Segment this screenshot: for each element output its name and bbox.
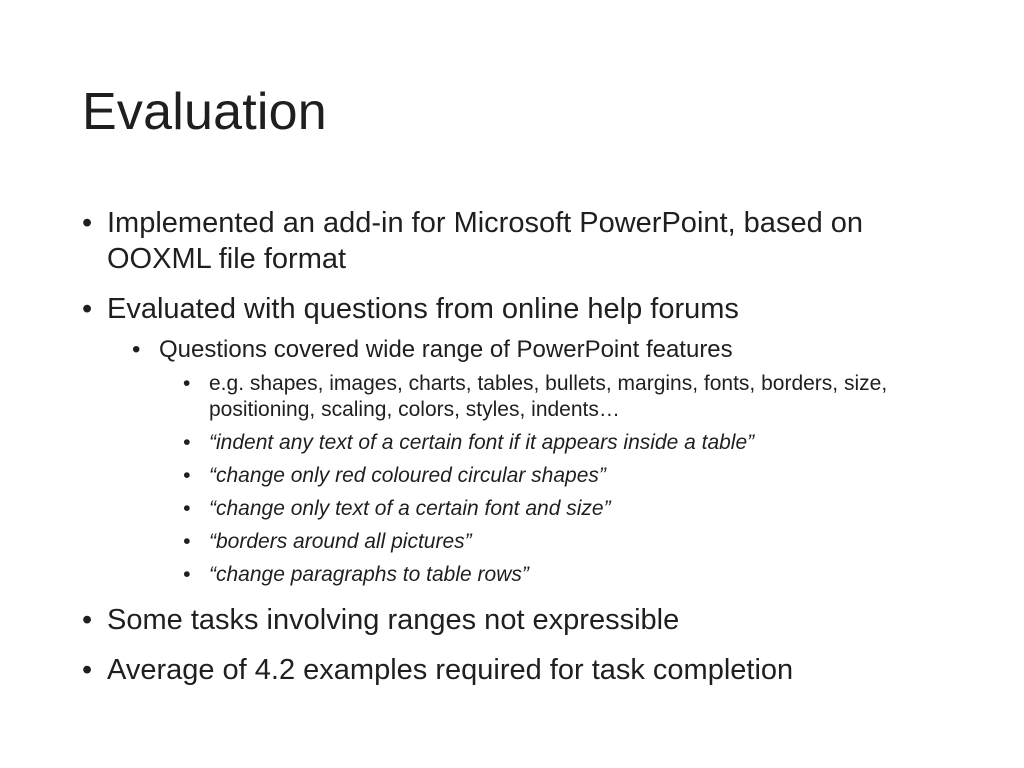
bullet-icon: • bbox=[132, 336, 141, 363]
bullet-icon: • bbox=[82, 654, 93, 686]
bullet-text: “indent any text of a certain font if it appears inside a table” bbox=[209, 431, 755, 454]
bullet-text: “borders around all pictures” bbox=[209, 530, 472, 553]
bullet-text: Evaluated with questions from online help forums bbox=[107, 293, 739, 325]
bullet-item-level1 bbox=[82, 602, 962, 638]
bullet-item-level3 bbox=[82, 463, 962, 489]
bullet-icon: • bbox=[183, 563, 191, 586]
bullet-item-level2 bbox=[82, 335, 962, 365]
bullet-text: “change only text of a certain font and size” bbox=[209, 497, 611, 520]
bullet-item-level1 bbox=[82, 291, 962, 327]
bullet-icon: • bbox=[82, 293, 93, 325]
bullet-item-level3 bbox=[82, 496, 962, 522]
slide-title: Evaluation bbox=[82, 83, 327, 141]
bullet-text: Average of 4.2 examples required for task completion bbox=[107, 654, 794, 686]
bullet-icon: • bbox=[82, 604, 93, 636]
bullet-icon: • bbox=[183, 530, 191, 553]
bullet-text: e.g. shapes, images, charts, tables, bullets, margins, fonts, borders, size, positioning, scaling, colors, styles, indents… bbox=[209, 372, 888, 421]
bullet-item-level1 bbox=[82, 652, 962, 688]
bullet-list bbox=[82, 205, 962, 702]
bullet-text: “change paragraphs to table rows” bbox=[209, 563, 529, 586]
bullet-icon: • bbox=[183, 431, 191, 454]
bullet-icon: • bbox=[183, 372, 191, 395]
bullet-text: Questions covered wide range of PowerPoint features bbox=[159, 336, 733, 363]
bullet-item-level3 bbox=[82, 430, 962, 456]
bullet-icon: • bbox=[82, 207, 93, 239]
bullet-item-level3 bbox=[82, 371, 962, 423]
bullet-text: Some tasks involving ranges not expressible bbox=[107, 604, 680, 636]
bullet-item-level3 bbox=[82, 529, 962, 555]
bullet-item-level3 bbox=[82, 562, 962, 588]
bullet-text: Implemented an add-in for Microsoft PowerPoint, based on OOXML file format bbox=[107, 207, 864, 275]
bullet-icon: • bbox=[183, 497, 191, 520]
bullet-icon: • bbox=[183, 464, 191, 487]
bullet-text: “change only red coloured circular shapes” bbox=[209, 464, 606, 487]
bullet-item-level1 bbox=[82, 205, 962, 277]
